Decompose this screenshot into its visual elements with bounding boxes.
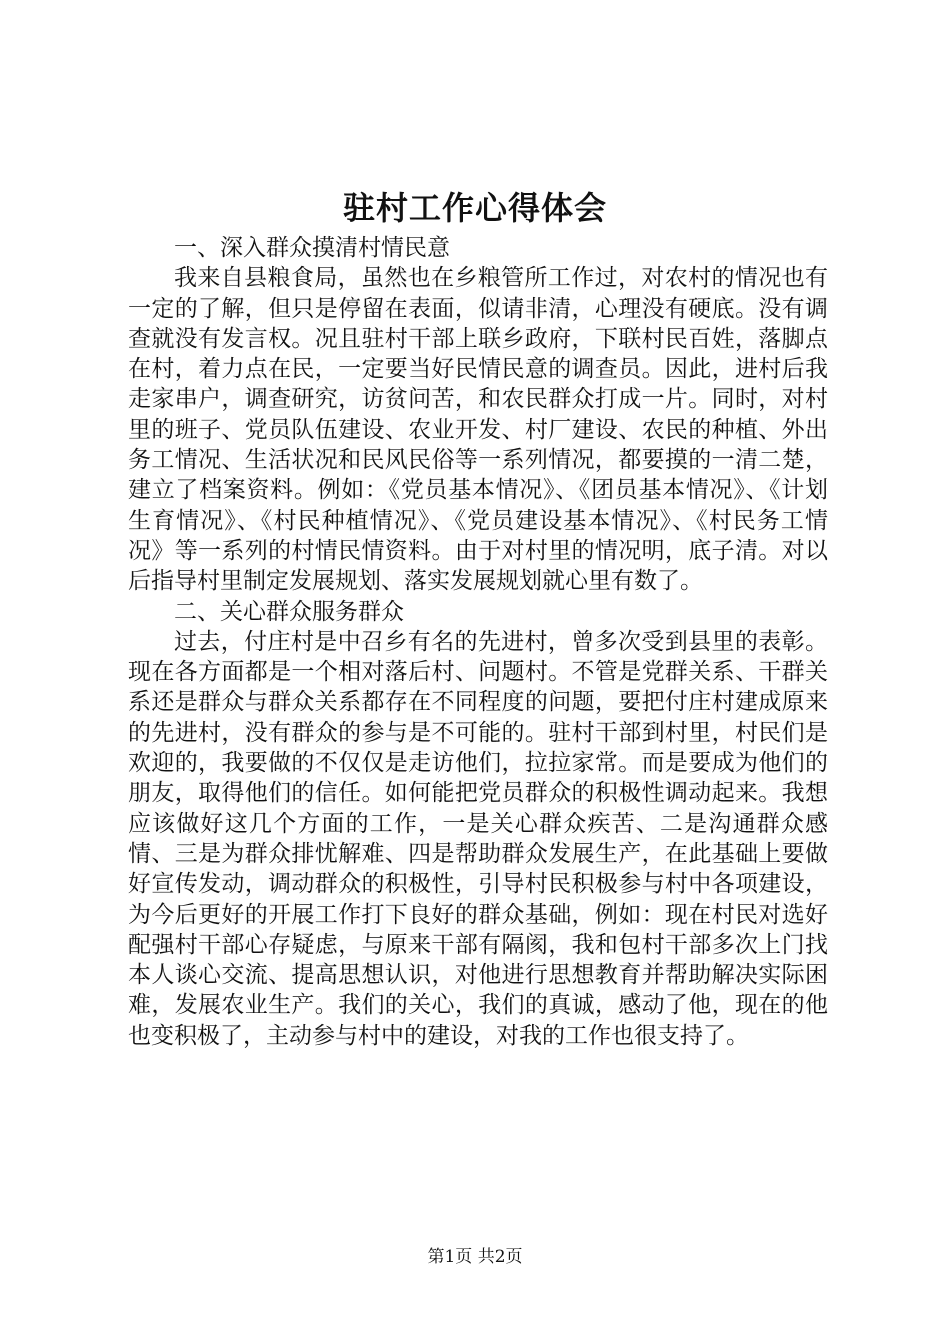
document-body — [128, 233, 828, 1051]
section-heading-1: 一、深入群众摸清村情民意 — [174, 235, 450, 261]
section-paragraph-2: 过去，付庄村是中召乡有名的先进村，曾多次受到县里的表彰。现在各方面都是一个相对落后村、问题村。不管是党群关系、干群关系还是群众与群众关系都存在不同程度的问题，要把付庄村建成原来的先进村，没有群众的参与是不可能的。驻村干部到村里，村民们是欢迎的，我要做的不仅仅是走访他们，拉拉家常。而是要成为他们的朋友，取得他们的信任。如何能把党员群众的积极性调动起来。我想应该做好这几个方面的工作，一是关心群众疾苦、二是沟通群众感情、三是为群众排忧解难、四是帮助群众发展生产，在此基础上要做好宣传发动，调动群众的积极性，引导村民积极参与村中各项建设，为今后更好的开展工作打下良好的群众基础，例如：现在村民对选好配强村干部心存疑虑，与原来干部有隔阂，我和包村干部多次上门找本人谈心交流、提高思想认识，对他进行思想教育并帮助解决实际困难，发展农业生产。我们的关心，我们的真诚，感动了他，现在的他也变积极了，主动参与村中的建设，对我的工作也很支持了。 — [128, 628, 828, 1049]
document-title: 驻村工作心得体会 — [342, 189, 607, 227]
section-paragraph-1: 我来自县粮食局，虽然也在乡粮管所工作过，对农村的情况也有一定的了解，但只是停留在表面，似请非清，心理没有硬底。没有调查就没有发言权。况且驻村干部上联乡政府，下联村民百姓，落脚点在村，着力点在民，一定要当好民情民意的调查员。因此，进村后我走家串户，调查研究，访贫问苦，和农民群众打成一片。同时，对村里的班子、党员队伍建设、农业开发、村厂建设、农民的种植、外出务工情况、生活状况和民风民俗等一系列情况，都要摸的一清二楚，建立了档案资料。例如：《党员基本情况》、《团员基本情况》、《计划生育情况》、《村民种植情况》、《党员建设基本情况》、《村民务工情况》等一系列的村情民情资料。由于对村里的情况明，底子清。对以后指导村里制定发展规划、落实发展规划就心里有数了。 — [128, 265, 828, 595]
section-heading-2: 二、关心群众服务群众 — [174, 598, 404, 625]
page-footer: 第1页 共2页 — [427, 1247, 523, 1267]
